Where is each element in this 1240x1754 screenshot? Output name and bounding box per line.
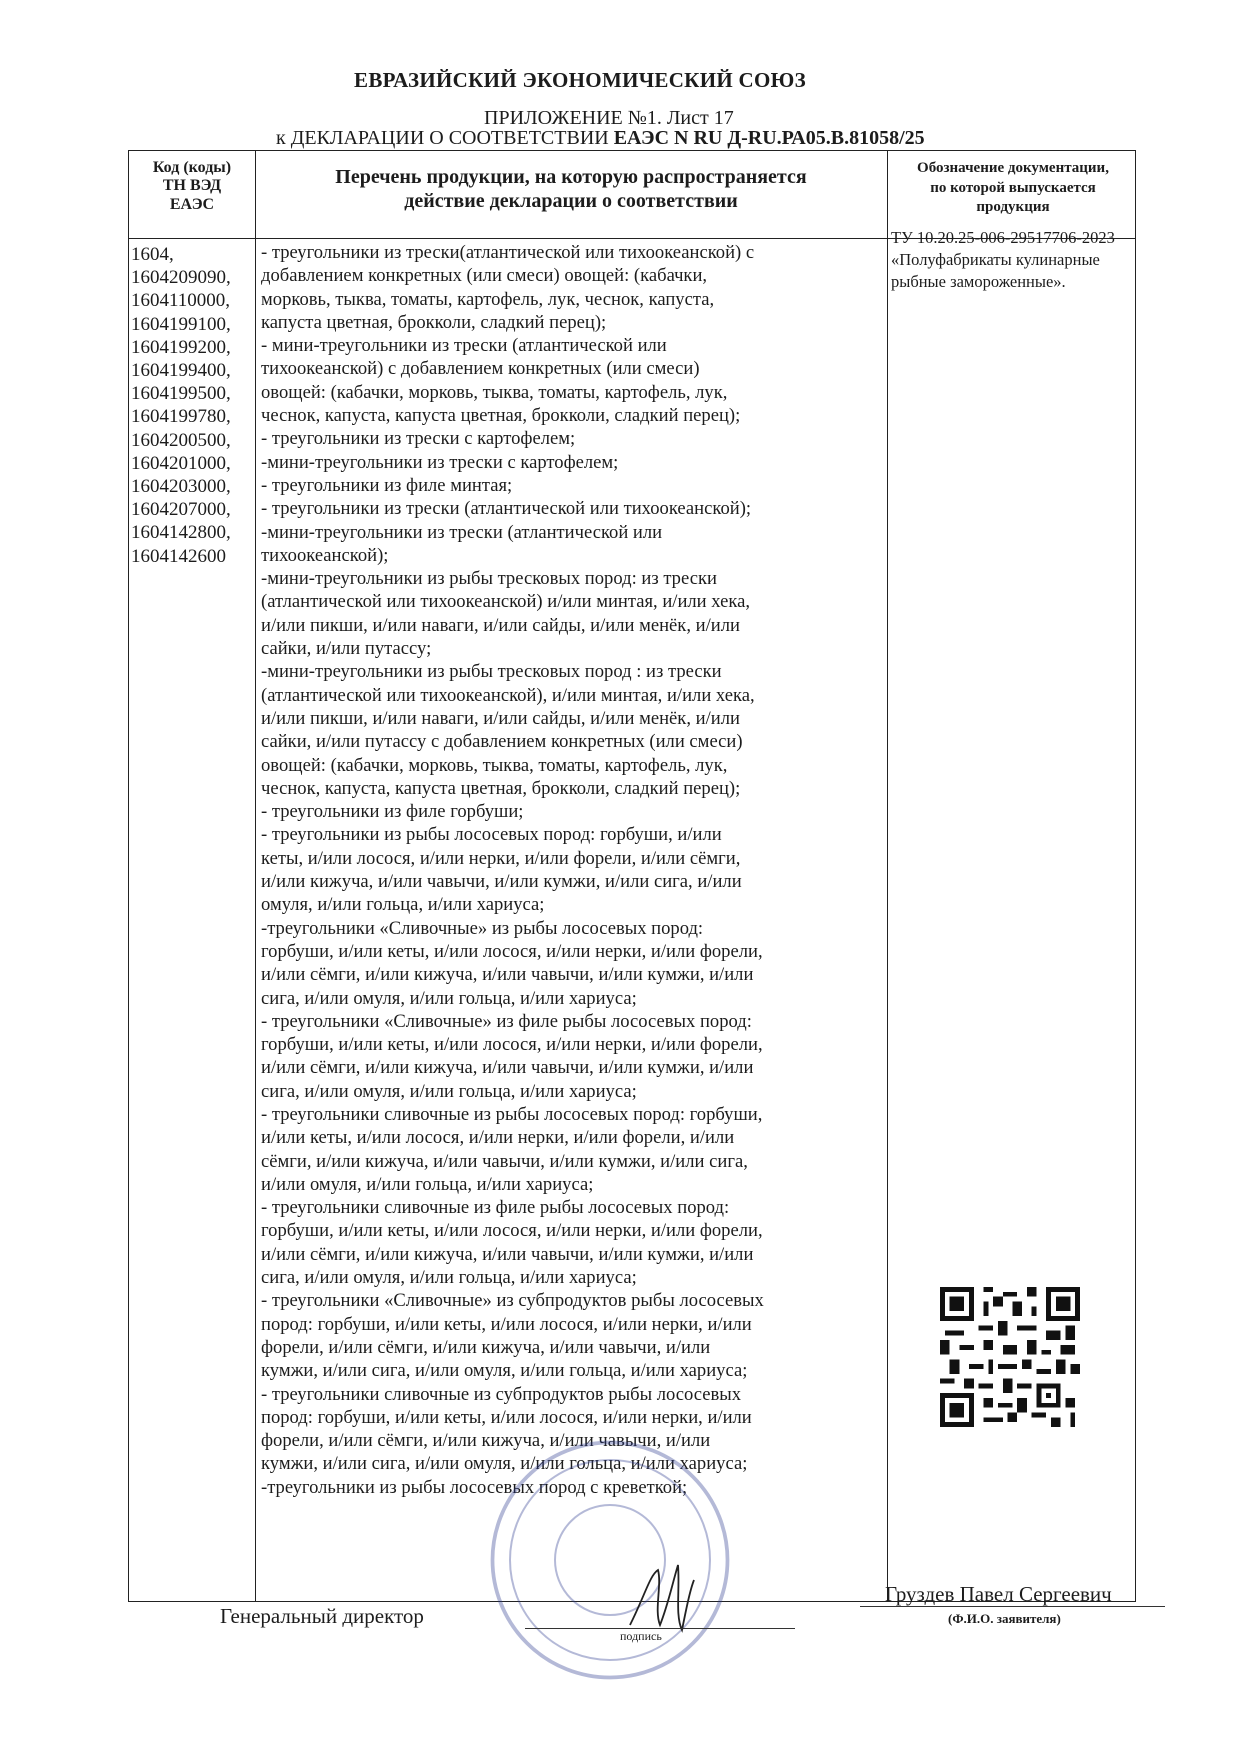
product-line: -треугольники «Сливочные» из рыбы лососевых пород: xyxy=(261,917,704,939)
product-line: сёмги, и/или кижуча, и/или чавычи, и/или кумжи, и/или сига, xyxy=(261,1150,748,1172)
name-line xyxy=(860,1606,1165,1607)
product-line: пород: горбуши, и/или кеты, и/или лосося, и/или нерки, и/или xyxy=(261,1313,752,1335)
product-line: - мини-треугольники из трески (атлантической или xyxy=(261,335,667,357)
product-line: - треугольники из трески (атлантической или тихоокеанской); xyxy=(261,498,752,520)
product-line: сайки, и/или путассу; xyxy=(261,638,432,660)
declaration-reference xyxy=(276,127,925,150)
tn-ved-code: 1604201000, xyxy=(131,452,231,474)
product-line: горбуши, и/или кеты, и/или лосося, и/или нерки, и/или форели, xyxy=(261,1220,763,1242)
tn-ved-code: 1604199100, xyxy=(131,313,231,335)
documentation-column-header: Обозначение документации, по которой выпускается продукция xyxy=(917,160,1109,215)
doc-line: «Полуфабрикаты кулинарные xyxy=(891,250,1100,269)
declaration-number: ЕАЭС N RU Д-RU.РА05.В.81058/25 xyxy=(613,127,925,149)
tn-ved-code: 1604, xyxy=(131,244,174,265)
column-divider xyxy=(887,151,888,1601)
product-line: горбуши, и/или кеты, и/или лосося, и/или нерки, и/или форели, xyxy=(261,940,763,962)
tn-ved-code: 1604199500, xyxy=(131,383,231,405)
documentation-reference xyxy=(891,227,1137,293)
product-line: -мини-треугольники из трески (атлантической или xyxy=(261,521,663,543)
product-line: -мини-треугольники из трески с картофелем; xyxy=(261,451,619,473)
product-line: овощей: (кабачки, морковь, тыква, томаты, картофель, лук, xyxy=(261,381,728,403)
doc-line: рыбные замороженные». xyxy=(891,272,1066,291)
signature-caption: подпись xyxy=(620,1629,662,1643)
signer-name: Груздев Павел Сергеевич xyxy=(885,1582,1112,1606)
product-line: -мини-треугольники из рыбы тресковых пород: из трески xyxy=(261,568,717,590)
tn-ved-code: 1604110000, xyxy=(131,290,231,312)
product-line: - треугольники «Сливочные» из филе рыбы лососевых пород: xyxy=(261,1010,752,1032)
tn-ved-code: 1604203000, xyxy=(131,476,231,498)
product-line: - треугольники из рыбы лососевых пород: горбуши, и/или xyxy=(261,824,722,846)
product-line: сига, и/или омуля, и/или гольца, и/или хариуса; xyxy=(261,1267,637,1289)
product-line: - треугольники из трески(атлантической или тихоокеанской) с xyxy=(261,242,755,263)
tn-ved-code: 1604199780, xyxy=(131,406,231,428)
qr-code xyxy=(940,1287,1080,1427)
product-line: и/или сёмги, и/или кижуча, и/или чавычи, и/или кумжи, и/или xyxy=(261,964,754,986)
product-line: сайки, и/или путассу с добавлением конкретных (или смеси) xyxy=(261,731,743,753)
tn-ved-code: 1604142800, xyxy=(131,522,231,544)
product-line: - треугольники из филе горбуши; xyxy=(261,801,524,823)
signer-role: Генеральный директор xyxy=(220,1604,424,1628)
product-line: и/или пикши, и/или наваги, и/или сайды, и/или менёк, и/или xyxy=(261,614,740,636)
product-line: чеснок, капуста, капуста цветная, брокколи, сладкий перец); xyxy=(261,405,741,427)
tn-ved-code: 1604209090, xyxy=(131,267,231,289)
product-line: и/или омуля, и/или гольца, и/или хариуса; xyxy=(261,1173,594,1195)
product-line: и/или сёмги, и/или кижуча, и/или чавычи, и/или кумжи, и/или xyxy=(261,1243,754,1265)
appendix-sheet: ПРИЛОЖЕНИЕ №1. Лист 17 xyxy=(484,107,734,129)
product-list-column-header: Перечень продукции, на которую распространяется действие декларации о соответствии xyxy=(335,166,807,212)
product-line: тихоокеанской) с добавлением конкретных (или смеси) xyxy=(261,358,700,380)
product-line: (атлантической или тихоокеанской) и/или минтая, и/или хека, xyxy=(261,591,751,613)
code-column-header: Код (коды) ТН ВЭД ЕАЭС xyxy=(152,159,232,213)
product-line: форели, и/или сёмги, и/или кижуча, и/или чавычи, и/или xyxy=(261,1336,711,1358)
product-line: (атлантической или тихоокеанской), и/или минтая, и/или хека, xyxy=(261,684,755,706)
product-line: сига, и/или омуля, и/или гольца, и/или хариуса; xyxy=(261,1080,637,1102)
tn-ved-code: 1604142600 xyxy=(131,545,226,567)
product-line: капуста цветная, брокколи, сладкий перец); xyxy=(261,311,607,333)
product-line: -мини-треугольники из рыбы тресковых пород : из трески xyxy=(261,661,722,683)
product-line: и/или кеты, и/или лосося, и/или нерки, и/или форели, и/или xyxy=(261,1127,735,1149)
tn-ved-codes xyxy=(131,243,255,568)
tn-ved-code: 1604199200, xyxy=(131,336,231,358)
product-line: - треугольники сливочные из рыбы лососевых пород: горбуши, xyxy=(261,1103,763,1125)
product-line: кеты, и/или лосося, и/или нерки, и/или форели, и/или сёмги, xyxy=(261,847,741,869)
name-caption: (Ф.И.О. заявителя) xyxy=(948,1611,1061,1626)
product-line: - треугольники из филе минтая; xyxy=(261,474,513,496)
product-line: форели, и/или сёмги, и/или кижуча, и/или чавычи, и/или xyxy=(261,1430,711,1452)
product-line: кумжи, и/или сига, и/или омуля, и/или гольца, и/или хариуса; xyxy=(261,1360,748,1382)
product-line: и/или кижуча, и/или чавычи, и/или кумжи, и/или сига, и/или xyxy=(261,871,742,893)
product-line: - треугольники из трески с картофелем; xyxy=(261,428,576,450)
product-line: пород: горбуши, и/или кеты, и/или лосося, и/или нерки, и/или xyxy=(261,1406,752,1428)
product-line: и/или сёмги, и/или кижуча, и/или чавычи, и/или кумжи, и/или xyxy=(261,1057,754,1079)
tn-ved-code: 1604199400, xyxy=(131,360,231,382)
product-line: сига, и/или омуля, и/или гольца, и/или хариуса; xyxy=(261,987,637,1009)
tn-ved-code: 1604200500, xyxy=(131,429,231,451)
product-line: морковь, тыква, томаты, картофель, лук, чеснок, капуста, xyxy=(261,288,715,310)
product-line: - треугольники сливочные из филе рыбы лососевых пород: xyxy=(261,1197,730,1219)
product-line: тихоокеанской); xyxy=(261,544,389,566)
product-line: добавлением конкретных (или смеси) овощей: (кабачки, xyxy=(261,265,708,287)
document-title: ЕВРАЗИЙСКИЙ ЭКОНОМИЧЕСКИЙ СОЮЗ xyxy=(354,68,806,92)
product-line: - треугольники сливочные из субпродуктов рыбы лососевых xyxy=(261,1383,742,1405)
product-line: горбуши, и/или кеты, и/или лосося, и/или нерки, и/или форели, xyxy=(261,1034,763,1056)
column-divider xyxy=(255,151,256,1601)
product-line: овощей: (кабачки, морковь, тыква, томаты, картофель, лук, xyxy=(261,754,728,776)
product-line: чеснок, капуста, капуста цветная, брокколи, сладкий перец); xyxy=(261,777,741,799)
product-line: и/или пикши, и/или наваги, и/или сайды, и/или менёк, и/или xyxy=(261,707,740,729)
doc-line: ТУ 10.20.25-006-29517706-2023 xyxy=(891,228,1115,247)
tn-ved-code: 1604207000, xyxy=(131,499,231,521)
product-list xyxy=(261,241,883,1499)
product-line: кумжи, и/или сига, и/или омуля, и/или гольца, и/или хариуса; xyxy=(261,1453,748,1475)
product-line: - треугольники «Сливочные» из субпродуктов рыбы лососевых xyxy=(261,1290,764,1312)
declaration-prefix: к ДЕКЛАРАЦИИ О СООТВЕТСТВИИ xyxy=(276,127,614,149)
product-line: омуля, и/или гольца, и/или хариуса; xyxy=(261,894,545,916)
product-line: -треугольники из рыбы лососевых пород с креветкой; xyxy=(261,1476,688,1498)
